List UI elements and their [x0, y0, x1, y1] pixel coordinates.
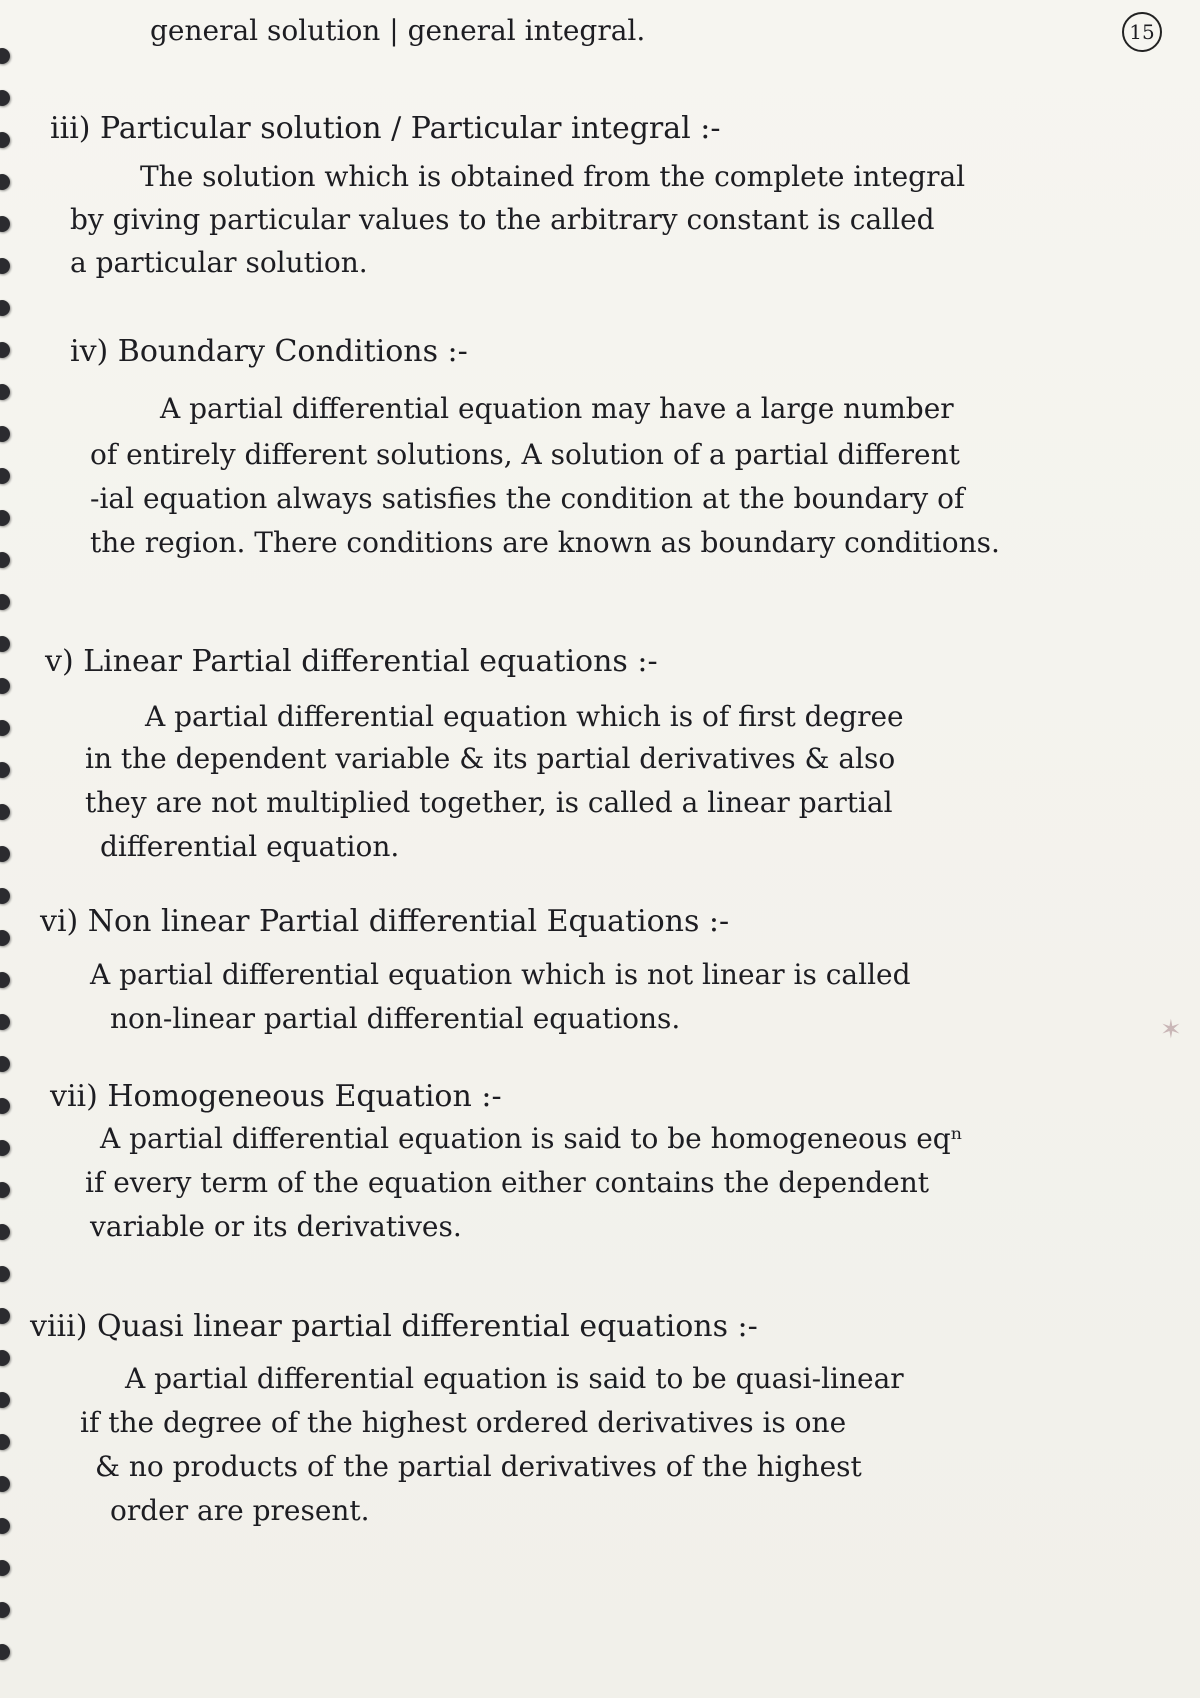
section-heading-linear-pde: v) Linear Partial differential equations :- — [45, 644, 658, 679]
section-heading-particular-solution: iii) Particular solution / Particular integral :- — [50, 111, 721, 146]
stray-mark-icon: ✶ — [1160, 1015, 1182, 1045]
text-line: The solution which is obtained from the complete integral — [140, 160, 966, 193]
text-line: & no products of the partial derivatives of the highest — [95, 1450, 862, 1483]
text-line: general solution | general integral. — [150, 14, 646, 47]
text-line: differential equation. — [100, 830, 400, 863]
section-heading-quasi-linear-pde: viii) Quasi linear partial differential equations :- — [30, 1309, 758, 1344]
text-line: of entirely different solutions, A solution of a partial different — [90, 438, 960, 471]
section-heading-non-linear-pde: vi) Non linear Partial differential Equations :- — [40, 904, 730, 939]
text-line: they are not multiplied together, is called a linear partial — [85, 786, 893, 819]
text-line: order are present. — [110, 1494, 370, 1527]
text-line: by giving particular values to the arbitrary constant is called — [70, 203, 935, 236]
text-line: in the dependent variable & its partial derivatives & also — [85, 742, 896, 775]
section-heading-boundary-conditions: iv) Boundary Conditions :- — [70, 334, 468, 369]
text-line: A partial differential equation which is not linear is called — [90, 958, 911, 991]
text-line: the region. There conditions are known as boundary conditions. — [90, 526, 1000, 559]
page-number: 15 — [1122, 12, 1162, 52]
text-line: if every term of the equation either contains the dependent — [85, 1166, 930, 1199]
text-line: A partial differential equation is said to be quasi-linear — [125, 1362, 904, 1395]
text-line: if the degree of the highest ordered derivatives is one — [80, 1406, 847, 1439]
text-line: A partial differential equation is said to be homogeneous eqⁿ — [100, 1122, 963, 1155]
text-line: a particular solution. — [70, 246, 368, 279]
text-line: -ial equation always satisfies the condition at the boundary of — [90, 482, 965, 515]
text-line: A partial differential equation may have a large number — [160, 392, 954, 425]
text-line: A partial differential equation which is of first degree — [145, 700, 904, 733]
text-line: variable or its derivatives. — [90, 1210, 462, 1243]
section-heading-homogeneous-equation: vii) Homogeneous Equation :- — [50, 1079, 502, 1114]
text-line: non-linear partial differential equations. — [110, 1002, 681, 1035]
